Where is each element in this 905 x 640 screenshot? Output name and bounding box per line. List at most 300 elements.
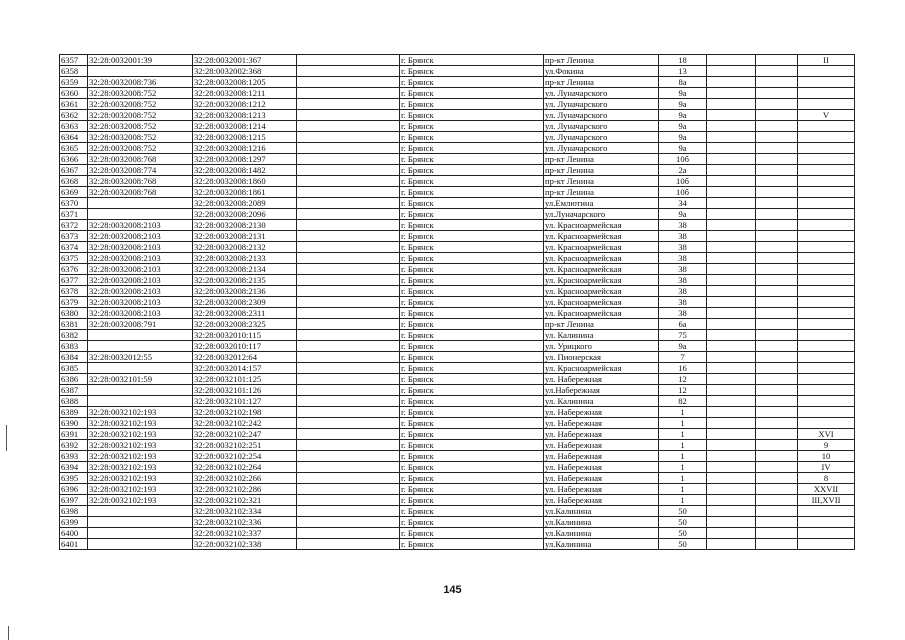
parent-cadastral-cell: 32:28:0032008:752 xyxy=(88,110,193,121)
cadastral-number-cell: 32:28:0032012:64 xyxy=(193,352,297,363)
cadastral-number-cell: 32:28:0032102:247 xyxy=(193,429,297,440)
empty-cell xyxy=(756,242,798,253)
parent-cadastral-cell: 32:28:0032102:193 xyxy=(88,484,193,495)
street-cell: ул. Калинина xyxy=(544,330,659,341)
table-row xyxy=(60,198,855,209)
empty-cell xyxy=(707,495,756,506)
table-row xyxy=(60,77,855,88)
premises-number-cell: 10 xyxy=(798,451,855,462)
parent-cadastral-cell xyxy=(88,396,193,407)
empty-cell xyxy=(756,286,798,297)
house-number-cell: 10б xyxy=(659,154,707,165)
table-row xyxy=(60,319,855,330)
house-number-cell: 9а xyxy=(659,143,707,154)
row-number-cell: 6401 xyxy=(60,539,88,550)
premises-number-cell xyxy=(798,275,855,286)
city-cell: г. Брянск xyxy=(400,330,544,341)
cadastral-number-cell: 32:28:0032008:1297 xyxy=(193,154,297,165)
street-cell: ул. Набережная xyxy=(544,418,659,429)
empty-cell xyxy=(297,374,400,385)
city-cell: г. Брянск xyxy=(400,143,544,154)
empty-cell xyxy=(756,396,798,407)
property-register-table xyxy=(59,54,855,550)
empty-cell xyxy=(756,110,798,121)
empty-cell xyxy=(756,506,798,517)
table-row xyxy=(60,187,855,198)
city-cell: г. Брянск xyxy=(400,66,544,77)
street-cell: ул.Емлютина xyxy=(544,198,659,209)
empty-cell xyxy=(756,55,798,66)
row-number-cell: 6363 xyxy=(60,121,88,132)
table-row xyxy=(60,407,855,418)
parent-cadastral-cell: 32:28:0032008:2103 xyxy=(88,242,193,253)
parent-cadastral-cell: 32:28:0032008:2103 xyxy=(88,297,193,308)
cadastral-number-cell: 32:28:0032002:368 xyxy=(193,66,297,77)
city-cell: г. Брянск xyxy=(400,132,544,143)
table-row xyxy=(60,341,855,352)
row-number-cell: 6366 xyxy=(60,154,88,165)
premises-number-cell xyxy=(798,154,855,165)
city-cell: г. Брянск xyxy=(400,99,544,110)
empty-cell xyxy=(297,462,400,473)
cadastral-number-cell: 32:28:0032101:125 xyxy=(193,374,297,385)
empty-cell xyxy=(297,495,400,506)
empty-cell xyxy=(707,440,756,451)
street-cell: ул. Красноармейская xyxy=(544,242,659,253)
empty-cell xyxy=(756,539,798,550)
row-number-cell: 6399 xyxy=(60,517,88,528)
parent-cadastral-cell: 32:28:0032008:2103 xyxy=(88,275,193,286)
parent-cadastral-cell: 32:28:0032008:768 xyxy=(88,187,193,198)
premises-number-cell xyxy=(798,528,855,539)
empty-cell xyxy=(707,110,756,121)
empty-cell xyxy=(756,407,798,418)
city-cell: г. Брянск xyxy=(400,297,544,308)
premises-number-cell xyxy=(798,198,855,209)
row-number-cell: 6378 xyxy=(60,286,88,297)
city-cell: г. Брянск xyxy=(400,110,544,121)
empty-cell xyxy=(707,264,756,275)
house-number-cell: 50 xyxy=(659,506,707,517)
premises-number-cell: XXVII xyxy=(798,484,855,495)
city-cell: г. Брянск xyxy=(400,209,544,220)
premises-number-cell xyxy=(798,88,855,99)
empty-cell xyxy=(707,528,756,539)
table-row xyxy=(60,143,855,154)
empty-cell xyxy=(756,517,798,528)
cadastral-number-cell: 32:28:0032102:264 xyxy=(193,462,297,473)
premises-number-cell xyxy=(798,220,855,231)
row-number-cell: 6360 xyxy=(60,88,88,99)
premises-number-cell xyxy=(798,506,855,517)
house-number-cell: 7 xyxy=(659,352,707,363)
table-row xyxy=(60,176,855,187)
empty-cell xyxy=(707,132,756,143)
table-row xyxy=(60,539,855,550)
empty-cell xyxy=(707,242,756,253)
city-cell: г. Брянск xyxy=(400,539,544,550)
house-number-cell: 50 xyxy=(659,528,707,539)
empty-cell xyxy=(756,275,798,286)
parent-cadastral-cell xyxy=(88,198,193,209)
house-number-cell: 1 xyxy=(659,462,707,473)
table-row xyxy=(60,165,855,176)
empty-cell xyxy=(707,66,756,77)
empty-cell xyxy=(756,484,798,495)
empty-cell xyxy=(297,231,400,242)
row-number-cell: 6387 xyxy=(60,385,88,396)
empty-cell xyxy=(707,407,756,418)
empty-cell xyxy=(297,77,400,88)
house-number-cell: 38 xyxy=(659,275,707,286)
empty-cell xyxy=(756,88,798,99)
house-number-cell: 38 xyxy=(659,297,707,308)
parent-cadastral-cell xyxy=(88,539,193,550)
house-number-cell: 13 xyxy=(659,66,707,77)
house-number-cell: 9а xyxy=(659,132,707,143)
table-row xyxy=(60,330,855,341)
empty-cell xyxy=(297,198,400,209)
house-number-cell: 1 xyxy=(659,418,707,429)
city-cell: г. Брянск xyxy=(400,341,544,352)
empty-cell xyxy=(707,374,756,385)
city-cell: г. Брянск xyxy=(400,396,544,407)
city-cell: г. Брянск xyxy=(400,374,544,385)
parent-cadastral-cell: 32:28:0032102:193 xyxy=(88,418,193,429)
cadastral-number-cell: 32:28:0032101:126 xyxy=(193,385,297,396)
empty-cell xyxy=(707,484,756,495)
house-number-cell: 9а xyxy=(659,121,707,132)
empty-cell xyxy=(707,231,756,242)
city-cell: г. Брянск xyxy=(400,220,544,231)
house-number-cell: 6а xyxy=(659,319,707,330)
row-number-cell: 6364 xyxy=(60,132,88,143)
house-number-cell: 8а xyxy=(659,77,707,88)
empty-cell xyxy=(707,418,756,429)
empty-cell xyxy=(297,121,400,132)
empty-cell xyxy=(707,330,756,341)
row-number-cell: 6390 xyxy=(60,418,88,429)
row-number-cell: 6372 xyxy=(60,220,88,231)
row-number-cell: 6374 xyxy=(60,242,88,253)
house-number-cell: 34 xyxy=(659,198,707,209)
street-cell: ул. Красноармейская xyxy=(544,363,659,374)
empty-cell xyxy=(756,176,798,187)
parent-cadastral-cell xyxy=(88,517,193,528)
row-number-cell: 6380 xyxy=(60,308,88,319)
empty-cell xyxy=(707,429,756,440)
premises-number-cell xyxy=(798,352,855,363)
empty-cell xyxy=(756,473,798,484)
table-row xyxy=(60,88,855,99)
table-row xyxy=(60,297,855,308)
house-number-cell: 38 xyxy=(659,231,707,242)
city-cell: г. Брянск xyxy=(400,528,544,539)
empty-cell xyxy=(297,385,400,396)
empty-cell xyxy=(707,286,756,297)
city-cell: г. Брянск xyxy=(400,88,544,99)
premises-number-cell xyxy=(798,297,855,308)
empty-cell xyxy=(756,121,798,132)
city-cell: г. Брянск xyxy=(400,264,544,275)
empty-cell xyxy=(297,308,400,319)
street-cell: ул. Луначарского xyxy=(544,121,659,132)
empty-cell xyxy=(756,132,798,143)
row-number-cell: 6370 xyxy=(60,198,88,209)
empty-cell xyxy=(756,187,798,198)
parent-cadastral-cell: 32:28:0032102:193 xyxy=(88,440,193,451)
parent-cadastral-cell: 32:28:0032102:193 xyxy=(88,429,193,440)
table-row xyxy=(60,209,855,220)
empty-cell xyxy=(297,517,400,528)
empty-cell xyxy=(297,176,400,187)
street-cell: ул. Набережная xyxy=(544,451,659,462)
parent-cadastral-cell xyxy=(88,209,193,220)
empty-cell xyxy=(297,165,400,176)
premises-number-cell xyxy=(798,374,855,385)
empty-cell xyxy=(297,352,400,363)
cadastral-number-cell: 32:28:0032008:1215 xyxy=(193,132,297,143)
cadastral-number-cell: 32:28:0032008:2130 xyxy=(193,220,297,231)
table-row xyxy=(60,495,855,506)
empty-cell xyxy=(707,77,756,88)
city-cell: г. Брянск xyxy=(400,319,544,330)
empty-cell xyxy=(297,396,400,407)
margin-mark xyxy=(8,626,9,640)
street-cell: ул. Набережная xyxy=(544,407,659,418)
street-cell: ул. Красноармейская xyxy=(544,297,659,308)
row-number-cell: 6371 xyxy=(60,209,88,220)
empty-cell xyxy=(707,385,756,396)
street-cell: ул. Красноармейская xyxy=(544,275,659,286)
street-cell: пр-кт Ленина xyxy=(544,176,659,187)
house-number-cell: 12 xyxy=(659,374,707,385)
street-cell: ул. Красноармейская xyxy=(544,231,659,242)
cadastral-number-cell: 32:28:0032008:2133 xyxy=(193,253,297,264)
street-cell: ул.Калинина xyxy=(544,528,659,539)
premises-number-cell xyxy=(798,143,855,154)
cadastral-number-cell: 32:28:0032010:117 xyxy=(193,341,297,352)
cadastral-number-cell: 32:28:0032008:1213 xyxy=(193,110,297,121)
cadastral-number-cell: 32:28:0032102:198 xyxy=(193,407,297,418)
cadastral-number-cell: 32:28:0032102:321 xyxy=(193,495,297,506)
house-number-cell: 1 xyxy=(659,484,707,495)
parent-cadastral-cell xyxy=(88,385,193,396)
table-row xyxy=(60,374,855,385)
row-number-cell: 6397 xyxy=(60,495,88,506)
empty-cell xyxy=(756,528,798,539)
street-cell: ул. Набережная xyxy=(544,429,659,440)
empty-cell xyxy=(756,154,798,165)
empty-cell xyxy=(756,363,798,374)
empty-cell xyxy=(297,132,400,143)
empty-cell xyxy=(297,110,400,121)
row-number-cell: 6368 xyxy=(60,176,88,187)
row-number-cell: 6379 xyxy=(60,297,88,308)
premises-number-cell: IV xyxy=(798,462,855,473)
cadastral-number-cell: 32:28:0032008:2309 xyxy=(193,297,297,308)
row-number-cell: 6393 xyxy=(60,451,88,462)
street-cell: ул. Набережная xyxy=(544,440,659,451)
empty-cell xyxy=(756,319,798,330)
cadastral-number-cell: 32:28:0032008:1861 xyxy=(193,187,297,198)
parent-cadastral-cell: 32:28:0032008:768 xyxy=(88,154,193,165)
city-cell: г. Брянск xyxy=(400,242,544,253)
city-cell: г. Брянск xyxy=(400,451,544,462)
cadastral-number-cell: 32:28:0032008:2136 xyxy=(193,286,297,297)
table-row xyxy=(60,484,855,495)
table-row xyxy=(60,220,855,231)
parent-cadastral-cell: 32:28:0032008:2103 xyxy=(88,253,193,264)
table-row xyxy=(60,242,855,253)
street-cell: пр-кт Ленина xyxy=(544,154,659,165)
cadastral-number-cell: 32:28:0032008:1216 xyxy=(193,143,297,154)
row-number-cell: 6384 xyxy=(60,352,88,363)
house-number-cell: 9а xyxy=(659,110,707,121)
empty-cell xyxy=(297,242,400,253)
empty-cell xyxy=(707,220,756,231)
house-number-cell: 1 xyxy=(659,451,707,462)
city-cell: г. Брянск xyxy=(400,517,544,528)
parent-cadastral-cell: 32:28:0032008:768 xyxy=(88,176,193,187)
empty-cell xyxy=(756,297,798,308)
city-cell: г. Брянск xyxy=(400,253,544,264)
premises-number-cell xyxy=(798,66,855,77)
empty-cell xyxy=(707,99,756,110)
street-cell: ул. Луначарского xyxy=(544,143,659,154)
premises-number-cell xyxy=(798,385,855,396)
table-row xyxy=(60,462,855,473)
empty-cell xyxy=(297,506,400,517)
table-row xyxy=(60,418,855,429)
city-cell: г. Брянск xyxy=(400,165,544,176)
empty-cell xyxy=(297,88,400,99)
city-cell: г. Брянск xyxy=(400,473,544,484)
street-cell: ул. Красноармейская xyxy=(544,264,659,275)
row-number-cell: 6388 xyxy=(60,396,88,407)
empty-cell xyxy=(297,539,400,550)
street-cell: ул. Калинина xyxy=(544,396,659,407)
city-cell: г. Брянск xyxy=(400,55,544,66)
street-cell: пр-кт Ленина xyxy=(544,319,659,330)
empty-cell xyxy=(707,187,756,198)
empty-cell xyxy=(756,209,798,220)
empty-cell xyxy=(707,363,756,374)
row-number-cell: 6398 xyxy=(60,506,88,517)
city-cell: г. Брянск xyxy=(400,495,544,506)
parent-cadastral-cell: 32:28:0032008:2103 xyxy=(88,231,193,242)
premises-number-cell xyxy=(798,407,855,418)
table-row xyxy=(60,121,855,132)
premises-number-cell xyxy=(798,231,855,242)
parent-cadastral-cell xyxy=(88,330,193,341)
empty-cell xyxy=(297,143,400,154)
street-cell: ул. Луначарского xyxy=(544,132,659,143)
house-number-cell: 38 xyxy=(659,308,707,319)
street-cell: пр-кт Ленина xyxy=(544,187,659,198)
empty-cell xyxy=(756,451,798,462)
premises-number-cell xyxy=(798,132,855,143)
street-cell: ул. Красноармейская xyxy=(544,220,659,231)
table-row xyxy=(60,385,855,396)
row-number-cell: 6400 xyxy=(60,528,88,539)
empty-cell xyxy=(756,220,798,231)
cadastral-number-cell: 32:28:0032102:286 xyxy=(193,484,297,495)
empty-cell xyxy=(707,308,756,319)
empty-cell xyxy=(756,440,798,451)
cadastral-number-cell: 32:28:0032008:2325 xyxy=(193,319,297,330)
street-cell: ул. Набережная xyxy=(544,484,659,495)
cadastral-number-cell: 32:28:0032008:2089 xyxy=(193,198,297,209)
table-row xyxy=(60,286,855,297)
table-row xyxy=(60,264,855,275)
empty-cell xyxy=(756,352,798,363)
street-cell: пр-кт Ленина xyxy=(544,165,659,176)
city-cell: г. Брянск xyxy=(400,154,544,165)
row-number-cell: 6365 xyxy=(60,143,88,154)
empty-cell xyxy=(707,55,756,66)
parent-cadastral-cell: 32:28:0032102:193 xyxy=(88,495,193,506)
house-number-cell: 50 xyxy=(659,517,707,528)
house-number-cell: 1 xyxy=(659,429,707,440)
empty-cell xyxy=(756,330,798,341)
street-cell: пр-кт Ленина xyxy=(544,77,659,88)
table-row xyxy=(60,528,855,539)
city-cell: г. Брянск xyxy=(400,121,544,132)
empty-cell xyxy=(297,55,400,66)
parent-cadastral-cell: 32:28:0032008:2103 xyxy=(88,264,193,275)
row-number-cell: 6362 xyxy=(60,110,88,121)
row-number-cell: 6389 xyxy=(60,407,88,418)
city-cell: г. Брянск xyxy=(400,275,544,286)
table-row xyxy=(60,154,855,165)
table-body xyxy=(60,55,855,550)
house-number-cell: 38 xyxy=(659,253,707,264)
parent-cadastral-cell: 32:28:0032001:39 xyxy=(88,55,193,66)
cadastral-number-cell: 32:28:0032008:1860 xyxy=(193,176,297,187)
row-number-cell: 6359 xyxy=(60,77,88,88)
empty-cell xyxy=(707,198,756,209)
premises-number-cell xyxy=(798,253,855,264)
premises-number-cell xyxy=(798,341,855,352)
row-number-cell: 6395 xyxy=(60,473,88,484)
empty-cell xyxy=(707,539,756,550)
empty-cell xyxy=(707,506,756,517)
table-row xyxy=(60,451,855,462)
house-number-cell: 1 xyxy=(659,440,707,451)
city-cell: г. Брянск xyxy=(400,231,544,242)
house-number-cell: 9а xyxy=(659,88,707,99)
row-number-cell: 6357 xyxy=(60,55,88,66)
parent-cadastral-cell: 32:28:0032008:2103 xyxy=(88,286,193,297)
empty-cell xyxy=(297,407,400,418)
house-number-cell: 1 xyxy=(659,407,707,418)
row-number-cell: 6376 xyxy=(60,264,88,275)
table-row xyxy=(60,363,855,374)
empty-cell xyxy=(707,165,756,176)
house-number-cell: 1 xyxy=(659,495,707,506)
table-row xyxy=(60,429,855,440)
cadastral-number-cell: 32:28:0032008:2131 xyxy=(193,231,297,242)
row-number-cell: 6383 xyxy=(60,341,88,352)
premises-number-cell: III,XVII xyxy=(798,495,855,506)
row-number-cell: 6386 xyxy=(60,374,88,385)
street-cell: ул. Урицкого xyxy=(544,341,659,352)
premises-number-cell xyxy=(798,187,855,198)
empty-cell xyxy=(297,440,400,451)
row-number-cell: 6375 xyxy=(60,253,88,264)
street-cell: ул. Луначарского xyxy=(544,99,659,110)
